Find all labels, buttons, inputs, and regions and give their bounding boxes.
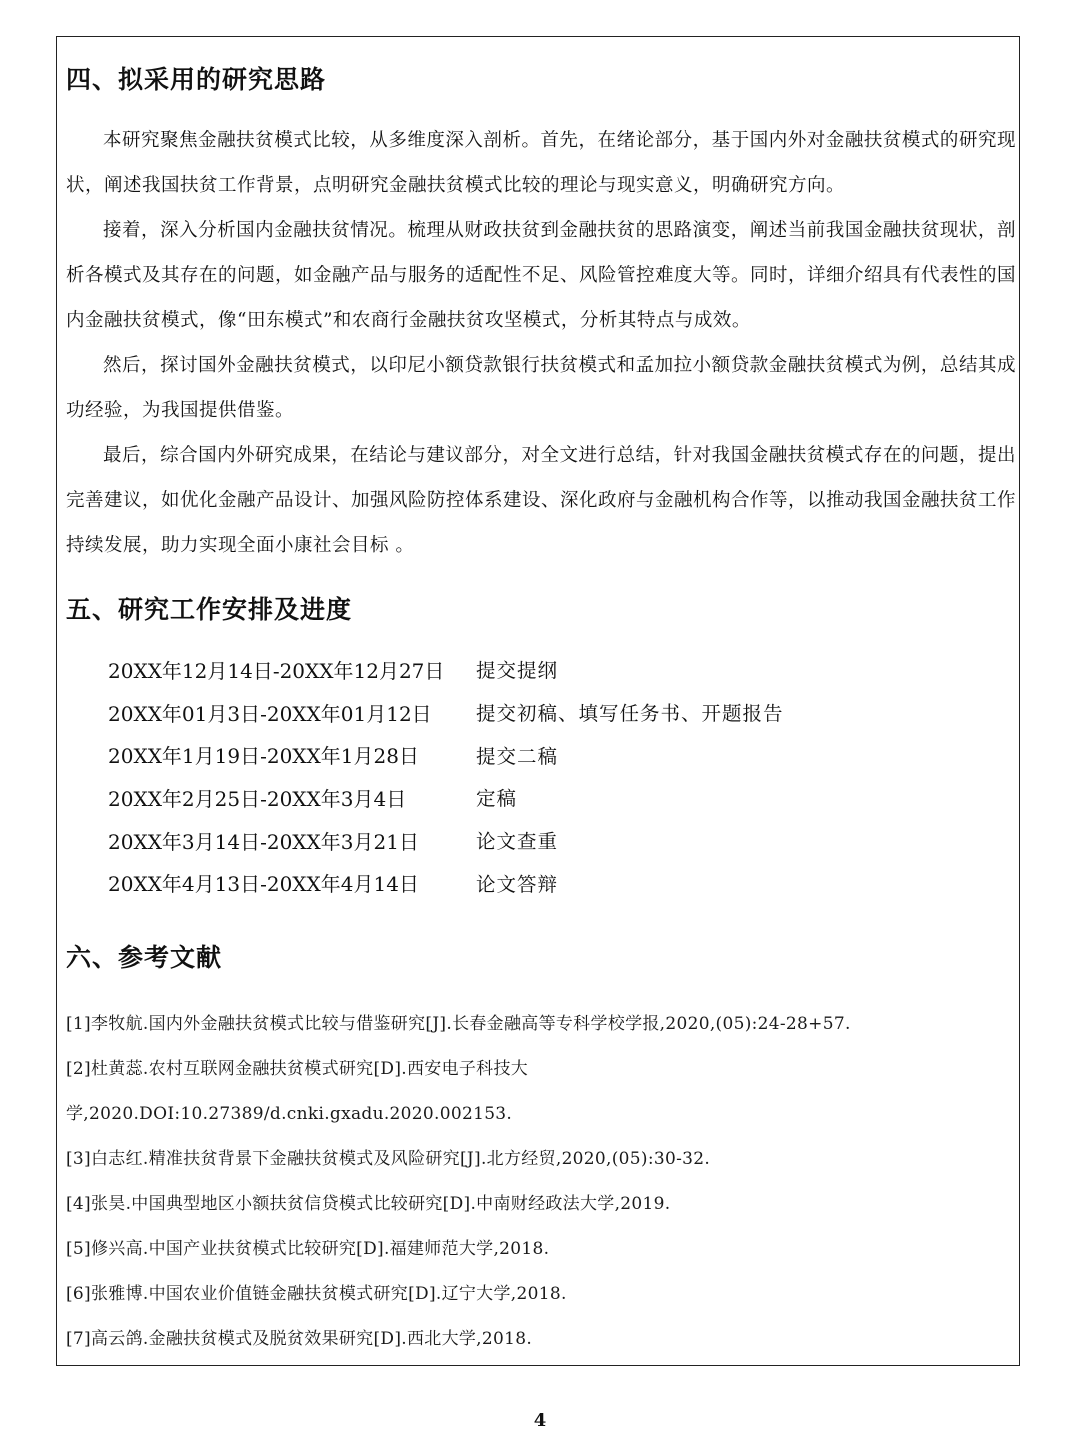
schedule-row: [108, 733, 1016, 776]
schedule-row: [108, 691, 1016, 734]
schedule-task: 论文答辩: [476, 872, 559, 896]
section4-paragraph-1: 本研究聚焦金融扶贫模式比较，从多维度深入剖析。首先，在绪论部分，基于国内外对金融扶贫模式的研究现状，阐述我国扶贫工作背景，点明研究金融扶贫模式比较的理论与现实意义，明确研究方向。: [66, 130, 1016, 196]
section6-title: 六、参考文献: [66, 943, 223, 973]
section4-title: 四、拟采用的研究思路: [66, 65, 327, 94]
schedule-task: 提交初稿、填写任务书、开题报告: [476, 702, 784, 726]
schedule-task: 定稿: [476, 787, 518, 811]
page-number: 4: [533, 1410, 547, 1431]
reference-item: [2]杜黄蕊.农村互联网金融扶贫模式研究[D].西安电子科技大: [66, 1059, 529, 1080]
reference-item-continuation: 学,2020.DOI:10.27389/d.cnki.gxadu.2020.002153.: [66, 1104, 513, 1125]
reference-item: [1]李牧航.国内外金融扶贫模式比较与借鉴研究[J].长春金融高等专科学校学报,2020,(05):24-28+57.: [66, 1014, 851, 1035]
section4-paragraph-2: 接着，深入分析国内金融扶贫情况。梳理从财政扶贫到金融扶贫的思路演变，阐述当前我国金融扶贫现状，剖析各模式及其存在的问题，如金融产品与服务的适配性不足、风险管控难度大等。同时，详细介绍具有代表性的国内金融扶贫模式，像“田东模式”和农商行金融扶贫攻坚模式，分析其特点与成效。: [66, 220, 1017, 331]
schedule-date: 20XX年4月13日-20XX年4月14日: [108, 872, 419, 897]
schedule-row: [108, 648, 1016, 691]
reference-item: [7]高云鸽.金融扶贫模式及脱贫效果研究[D].西北大学,2018.: [66, 1329, 533, 1350]
schedule-date: 20XX年01月3日-20XX年01月12日: [108, 701, 432, 726]
document-content: [66, 50, 1016, 1362]
reference-item: [5]修兴高.中国产业扶贫模式比较研究[D].福建师范大学,2018.: [66, 1239, 550, 1260]
schedule-task: 论文查重: [476, 830, 559, 854]
schedule-row: [108, 776, 1016, 819]
schedule-date: 20XX年3月14日-20XX年3月21日: [108, 829, 419, 854]
reference-item: [6]张雅博.中国农业价值链金融扶贫模式研究[D].辽宁大学,2018.: [66, 1284, 567, 1305]
schedule-date: 20XX年12月14日-20XX年12月27日: [108, 658, 445, 683]
schedule-task: 提交提纲: [476, 659, 559, 683]
section5-title: 五、研究工作安排及进度: [66, 595, 353, 624]
section4-body: [66, 118, 1016, 568]
schedule-date: 20XX年1月19日-20XX年1月28日: [108, 744, 419, 769]
reference-list: [66, 1002, 1016, 1362]
schedule-date: 20XX年2月25日-20XX年3月4日: [108, 786, 407, 811]
section4-paragraph-3: 然后，探讨国外金融扶贫模式，以印尼小额贷款银行扶贫模式和孟加拉小额贷款金融扶贫模式为例，总结其成功经验，为我国提供借鉴。: [66, 355, 1016, 421]
schedule-row: [108, 861, 1016, 904]
reference-item: [3]白志红.精准扶贫背景下金融扶贫模式及风险研究[J].北方经贸,2020,(05):30-32.: [66, 1149, 711, 1170]
reference-item: [4]张昊.中国典型地区小额扶贫信贷模式比较研究[D].中南财经政法大学,2019.: [66, 1194, 671, 1215]
schedule-task: 提交二稿: [476, 744, 559, 768]
section4-paragraph-4: 最后，综合国内外研究成果，在结论与建议部分，对全文进行总结，针对我国金融扶贫模式存在的问题，提出完善建议，如优化金融产品设计、加强风险防控体系建设、深化政府与金融机构合作等，以推动我国金融扶贫工作持续发展，助力实现全面小康社会目标 。: [66, 445, 1017, 556]
schedule-list: [108, 648, 1016, 904]
schedule-row: [108, 819, 1016, 862]
